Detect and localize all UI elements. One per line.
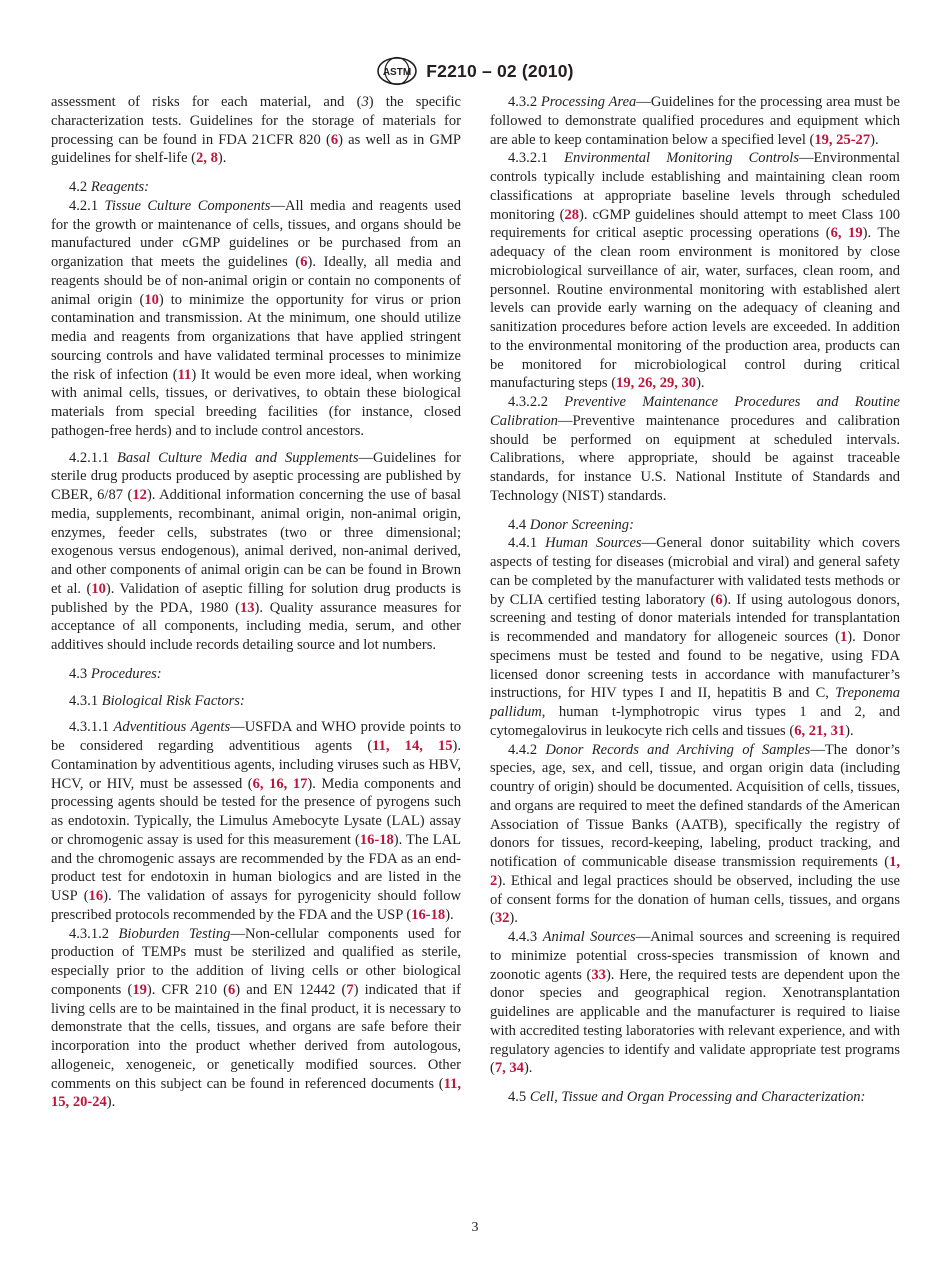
paragraph (490, 516, 900, 535)
paragraph (51, 178, 461, 197)
paragraph (51, 665, 461, 684)
paragraph (490, 93, 900, 149)
paragraph (490, 1088, 900, 1107)
paragraph (490, 149, 900, 393)
paragraph (51, 692, 461, 711)
italic-text: Reagents: (90, 179, 149, 195)
italic-text: Tissue Culture Components (104, 197, 271, 214)
reference-citation[interactable]: 11, 14, 15 (372, 738, 453, 754)
body-text: ). (870, 131, 879, 148)
reference-citation[interactable]: 28 (564, 206, 580, 223)
body-text: 4.4 (508, 516, 530, 533)
page-number: 3 (471, 1220, 479, 1235)
body-text: ). Here, the required tests are dependent upon the donor species and geographical region. Xenotransplantation guidelines are applicable and the manufacturer is required to liaise with accredited testing laboratories with relevant experience, and with regulatory agencies to identify and validate appropriate test programs ( (490, 966, 900, 1077)
body-text: ). Quality assurance measures for acceptance of all components, including media, serum, and other additives should include records detailing source and lot numbers. (51, 599, 461, 653)
reference-citation[interactable]: 6 (300, 254, 308, 270)
svg-text:ASTM: ASTM (383, 67, 412, 78)
body-text: ). Additional information concerning the use of basal media, supplements, recombinant, animal origin, non-animal origin, enzymes, feeder cells, substrates (two or three dimensional; exogenous versus endogenous), animal derived, non-animal derived, and other components of animal origin can be can be found in Brown et al. ( (51, 487, 461, 597)
paragraph (51, 197, 461, 441)
body-text: ). If using autologous donors, screening and testing of donor materials intended for transplantation is recommended and mandatory for allogeneic sources ( (490, 591, 900, 645)
body-text: ) indicated that if living cells are to be maintained in the final product, it is necessary to demonstrate that the cells, tissues, and organs are safe before their incorporation into the product whether derived from autologous, allogeneic, xenogeneic, or genetically modified sources. Other comments on this subject can be found in referenced documents ( (51, 981, 461, 1092)
reference-citation[interactable]: 6, 16, 17 (252, 775, 308, 792)
body-text: 4.3.1.1 (69, 719, 114, 736)
body-text: 4.2 (69, 179, 91, 195)
body-text: ). CFR 210 ( (146, 981, 228, 998)
italic-text: Preventive Maintenance Procedures and Routine Calibration (490, 394, 900, 429)
paragraph (490, 741, 900, 929)
body-text: —Guidelines for the processing area must be followed to demonstrate qualified procedures and equipment which are able to keep contamination below a specified level ( (490, 94, 901, 148)
body-text: ). Donor specimens must be tested and found to be negative, using FDA licensed donor screening tests in accordance with manufacturer’s instructions, for HIV types I and II, hepatitis B and C, (490, 629, 900, 702)
reference-citation[interactable]: 7, 34 (494, 1060, 524, 1077)
body-text: 4.5 (508, 1089, 530, 1105)
body-text: 4.2.1.1 (69, 449, 117, 466)
paragraph (490, 928, 900, 1078)
body-text: ). (106, 1094, 116, 1111)
italic-text: Procedures: (90, 665, 162, 682)
body-text: 4.3.2 (508, 94, 541, 110)
reference-citation[interactable]: 2, 8 (196, 150, 218, 167)
body-text: ). Validation of aseptic filling for solution drug products is published by the PDA, 1980 ( (51, 580, 461, 616)
reference-citation[interactable]: 16-18 (411, 906, 446, 923)
italic-text: Bioburden Testing (118, 925, 231, 942)
body-text: 4.3.1.2 (69, 925, 119, 942)
paragraph (51, 925, 461, 1113)
italic-text: Environmental Monitoring Controls (564, 150, 799, 167)
left-column (51, 93, 461, 1112)
reference-citation[interactable]: 1, 2 (490, 854, 900, 889)
paragraph (490, 534, 900, 740)
reference-citation[interactable]: 16-18 (359, 831, 394, 848)
reference-citation[interactable]: 6 (330, 131, 339, 148)
body-text: —All media and reagents used for the growth or maintenance of cells, tissues, and organs should be manufactured under cGMP guidelines or be purchased from an organization that meets the guidelines ( (51, 197, 461, 270)
italic-text: Cell, Tissue and Organ Processing and Characterization: (529, 1089, 866, 1105)
body-text: ). The LAL and the chromogenic assays are recommended by the FDA as an end-product test for endotoxin in human biologics and are listed in the USP ( (51, 831, 462, 904)
body-text: —Preventive maintenance procedures and calibration should be performed on equipment at scheduled intervals. Calibrations, where appropriate, should be against traceable standards, for instance U.S. National Institute of Standards and Technology (NIST) standards. (490, 412, 900, 504)
body-text: ). Media components and processing agents should be tested for the presence of pyrogens such as endotoxin. Typically, the Limulus Amebocyte Lysate (LAL) assay or chromogenic assay is used for this measurement ( (51, 775, 461, 848)
italic-text: Human Sources (545, 535, 642, 552)
body-text: —General donor suitability which covers aspects of testing for diseases (microbial and viral) and general safety can be completed by the manufacturer with validated tests methods or by CLIA certified testing laboratory ( (490, 535, 900, 608)
reference-citation[interactable]: 10 (91, 580, 106, 597)
body-text: —USFDA and WHO provide points to be considered regarding adventitious agents ( (51, 719, 462, 754)
italic-text: Biological Risk Factors: (101, 692, 245, 709)
paragraph (51, 718, 461, 924)
body-text: ). (845, 722, 854, 739)
italic-text: 3 (361, 94, 369, 110)
body-text: ) to minimize the opportunity for virus or prion contamination and transmission. At the minimum, one should utilize media and reagents from organizations that have applied stringent sourcing controls and have validated terminal processes to minimize the risk of infection ( (51, 291, 462, 383)
astm-logo-icon (376, 56, 418, 86)
reference-citation[interactable]: 16 (88, 888, 104, 904)
body-text: 4.3 (69, 665, 91, 682)
body-text: ). (696, 375, 705, 392)
right-column (490, 93, 900, 1107)
reference-citation[interactable]: 11 (177, 366, 192, 383)
body-text: ). (217, 150, 227, 167)
reference-citation[interactable]: 12 (132, 487, 147, 503)
reference-citation[interactable]: 6, 19 (830, 225, 863, 242)
body-text: 4.2.1 (69, 197, 105, 214)
italic-text: Treponema pallidum (490, 685, 900, 720)
paragraph (490, 393, 900, 506)
reference-citation[interactable]: 6 (227, 981, 236, 998)
body-text: 4.3.2.1 (508, 150, 565, 167)
body-text: ) and EN 12442 ( (235, 981, 347, 998)
italic-text: Donor Screening: (529, 516, 634, 533)
body-text: ). (445, 906, 454, 923)
body-text: —Environmental controls typically include establishing and maintaining clean room classifications at appropriate baseline levels through scheduled monitoring ( (490, 150, 900, 223)
italic-text: Adventitious Agents (113, 719, 231, 736)
body-text: ) It would be even more ideal, when working with animal cells, tissues, or derivatives, to obtain these biological materials from special breeding facilities (for instance, closed pathogen-free herds) and to include control ancestors. (51, 366, 461, 439)
paragraph (51, 449, 461, 655)
body-text: ). Contamination by adventitious agents, including viruses such as HBV, HCV, or HIV, must be assessed ( (51, 738, 461, 792)
body-text: —Non-cellular components used for production of TEMPs must be sterilized and qualified as sterile, especially prior to the addition of living cells or other biological components ( (51, 925, 461, 998)
reference-citation[interactable]: 19, 26, 29, 30 (616, 375, 697, 392)
reference-citation[interactable]: 33 (591, 966, 606, 983)
body-text: ). cGMP guidelines should attempt to meet Class 100 requirements for critical aseptic processing operations ( (490, 206, 900, 242)
body-text: assessment of risks for each material, and ( (51, 94, 362, 110)
body-text: —The donor’s species, age, sex, and cell, tissue, and organ origin data (including country of origin) should be documented. Acquisition of cells, tissues, and organs are required to meet the defined standards of the American Association of Tissue Banks (AATB), specifically the registry of donors for tissues, record-keeping, labeling, product tracking, and notification of communicable disease transmission requirements ( (490, 741, 900, 870)
reference-citation[interactable]: 32 (494, 910, 510, 927)
body-text: 4.4.2 (508, 741, 546, 758)
body-text: , human t-lymphotropic virus types 1 and 2, and cytomegalovirus in leukocyte rich cells and tissues ( (490, 704, 900, 739)
paragraph (51, 93, 461, 168)
body-text: ). The adequacy of the clean room environment is monitored by close microbiological surveillance of air, water, surfaces, clean room, and personnel. Routine environmental monitoring with established alert levels can provide early warning on the adequacy of cleaning and sanitization procedures before action levels are exceeded. In addition to the environmental monitoring of the production area, products can be monitored for microbiological control during critical manufacturing steps ( (490, 225, 900, 392)
reference-citation[interactable]: 13 (239, 599, 255, 616)
italic-text: Basal Culture Media and Supplements (117, 449, 359, 466)
reference-citation[interactable]: 6, 21, 31 (794, 722, 846, 739)
italic-text: Animal Sources (542, 929, 636, 945)
body-text: ) as well as in GMP guidelines for shelf-life ( (51, 131, 462, 167)
reference-citation[interactable]: 19, 25-27 (814, 131, 871, 148)
body-text: —Guidelines for sterile drug products produced by aseptic processing are published by CBER, 6/87 ( (51, 449, 462, 503)
reference-citation[interactable]: 1 (839, 629, 848, 645)
body-text: —Animal sources and screening is required to minimize potential cross-species transmission of known and zoonotic agents ( (490, 929, 900, 983)
italic-text: Processing Area (540, 94, 637, 110)
reference-citation[interactable]: 10 (144, 291, 159, 308)
body-text: 4.4.1 (508, 535, 546, 552)
reference-citation[interactable]: 19 (132, 981, 147, 998)
body-text: ). (523, 1060, 533, 1077)
body-text: ) the specific characterization tests. Guidelines for the storage of materials for processing can be found in FDA 21CFR 820 ( (51, 94, 461, 148)
reference-citation[interactable]: 7 (346, 981, 354, 998)
reference-citation[interactable]: 6 (715, 591, 723, 608)
body-text: ). Ethical and legal practices should be observed, including the use of consent forms for the donation of human cells, tissues, and organs ( (490, 872, 900, 927)
body-text: ). The validation of assays for pyrogenicity should follow prescribed protocols recommended by the FDA and the USP ( (51, 888, 461, 923)
body-text: 4.3.2.2 (508, 394, 565, 410)
body-text: 4.4.3 (508, 929, 543, 945)
italic-text: Donor Records and Archiving of Samples (545, 741, 811, 758)
body-text: ). (509, 910, 518, 927)
body-text: ). Ideally, all media and reagents should be of non-animal origin or contain no components of animal origin ( (51, 254, 461, 308)
document-designation: F2210 – 02 (2010) (426, 60, 574, 81)
body-text: 4.3.1 (69, 692, 102, 709)
reference-citation[interactable]: 11, 15, 20-24 (51, 1075, 461, 1111)
page-header (0, 56, 950, 86)
